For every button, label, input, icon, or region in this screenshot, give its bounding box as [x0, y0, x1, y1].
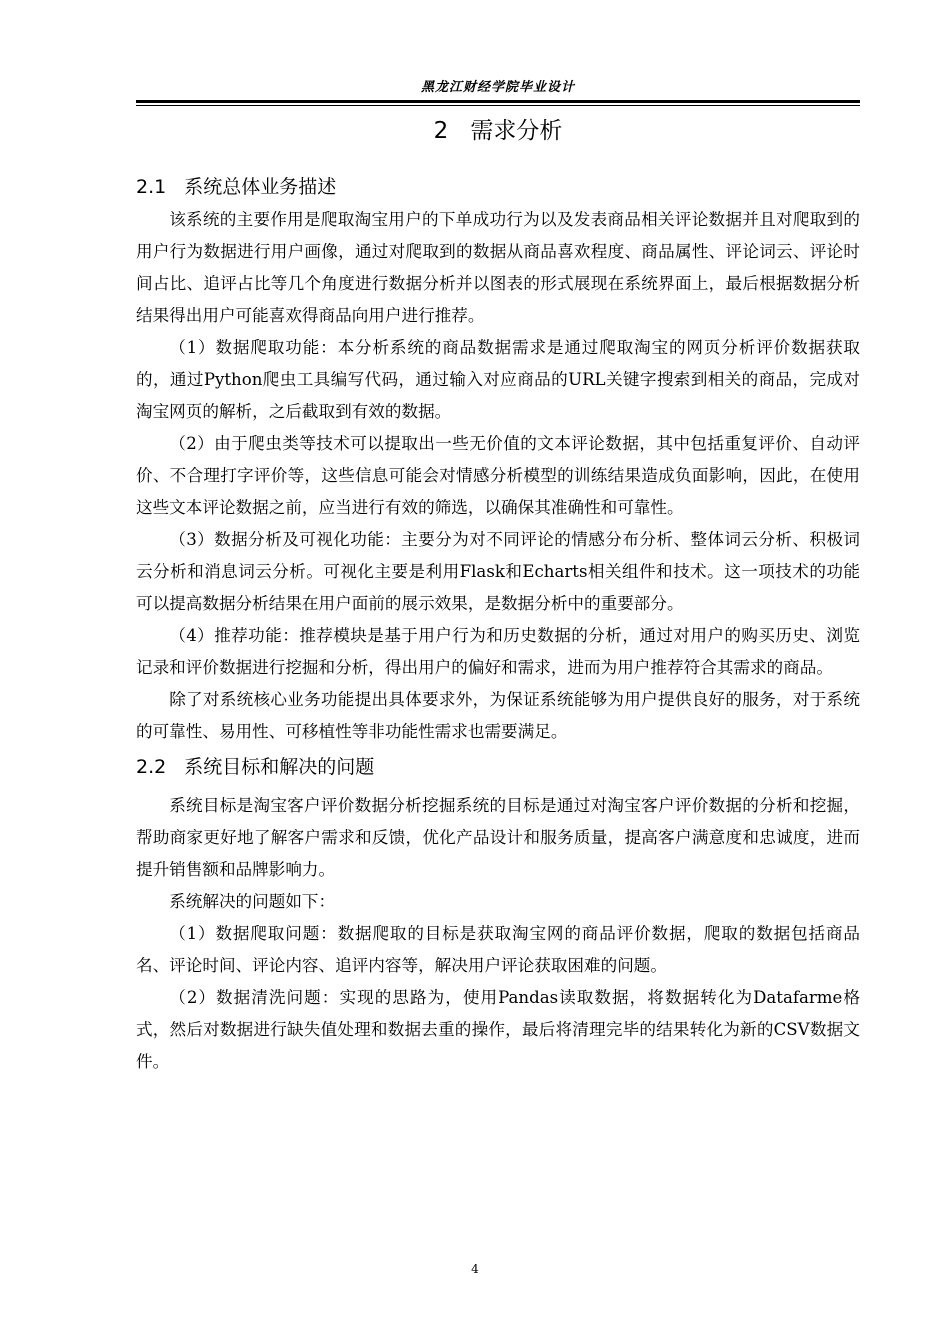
- chapter-title-text: 需求分析: [470, 118, 563, 144]
- chapter-number: 2: [433, 118, 449, 144]
- paragraph: （2）由于爬虫类等技术可以提取出一些无价值的文本评论数据，其中包括重复评价、自动评价、不合理打字评价等，这些信息可能会对情感分析模型的训练结果造成负面影响，因此，在使用这些文本评论数据之前，应当进行有效的筛选，以确保其准确性和可靠性。: [136, 434, 860, 517]
- paragraph: （4）推荐功能：推荐模块是基于用户行为和历史数据的分析，通过对用户的购买历史、浏览记录和评价数据进行挖掘和分析，得出用户的偏好和需求，进而为用户推荐符合其需求的商品。: [136, 626, 860, 677]
- section-number: 2.2: [136, 756, 167, 778]
- paragraph: （2）数据清洗问题：实现的思路为，使用Pandas读取数据，将数据转化为Datafarme格式，然后对数据进行缺失值处理和数据去重的操作，最后将清理完毕的结果转化为新的CSV数据文件。: [136, 988, 860, 1071]
- header-rule-thick: [136, 100, 860, 103]
- paragraph: （1）数据爬取功能：本分析系统的商品数据需求是通过爬取淘宝的网页分析评价数据获取的，通过Python爬虫工具编写代码，通过输入对应商品的URL关键字搜索到相关的商品，完成对淘宝网页的解析，之后截取到有效的数据。: [136, 338, 860, 421]
- paragraph: 除了对系统核心业务功能提出具体要求外，为保证系统能够为用户提供良好的服务，对于系统的可靠性、易用性、可移植性等非功能性需求也需要满足。: [136, 690, 860, 741]
- section-title: 系统总体业务描述: [184, 176, 337, 198]
- paragraph: （1）数据爬取问题：数据爬取的目标是获取淘宝网的商品评价数据，爬取的数据包括商品名、评论时间、评论内容、追评内容等，解决用户评论获取困难的问题。: [136, 924, 860, 975]
- section-title: 系统目标和解决的问题: [184, 756, 375, 778]
- running-header: 黑龙江财经学院毕业设计: [420, 80, 575, 95]
- paragraph: 该系统的主要作用是爬取淘宝用户的下单成功行为以及发表商品相关评论数据并且对爬取到的用户行为数据进行用户画像，通过对爬取到的数据从商品喜欢程度、商品属性、评论词云、评论时间占比、追评占比等几个角度进行数据分析并以图表的形式展现在系统界面上，最后根据数据分析结果得出用户可能喜欢得商品向用户进行推荐。: [136, 210, 860, 325]
- section-heading-2-2: [136, 750, 860, 784]
- paragraph: （3）数据分析及可视化功能：主要分为对不同评论的情感分布分析、整体词云分析、积极词云分析和消息词云分析。可视化主要是利用Flask和Echarts相关组件和技术。这一项技术的功能可以提高数据分析结果在用户面前的展示效果，是数据分析中的重要部分。: [136, 530, 860, 613]
- section-heading-2-1: [136, 170, 860, 204]
- section-number: 2.1: [136, 176, 167, 198]
- body-content: [136, 170, 860, 1078]
- paragraph: 系统目标是淘宝客户评价数据分析挖掘系统的目标是通过对淘宝客户评价数据的分析和挖掘，帮助商家更好地了解客户需求和反馈，优化产品设计和服务质量，提高客户满意度和忠诚度，进而提升销售额和品牌影响力。: [136, 796, 860, 879]
- paragraph: 系统解决的问题如下：: [169, 892, 336, 911]
- page-number: 4: [471, 1262, 479, 1276]
- chapter-title: [136, 114, 860, 148]
- header-rule-thin: [136, 105, 860, 106]
